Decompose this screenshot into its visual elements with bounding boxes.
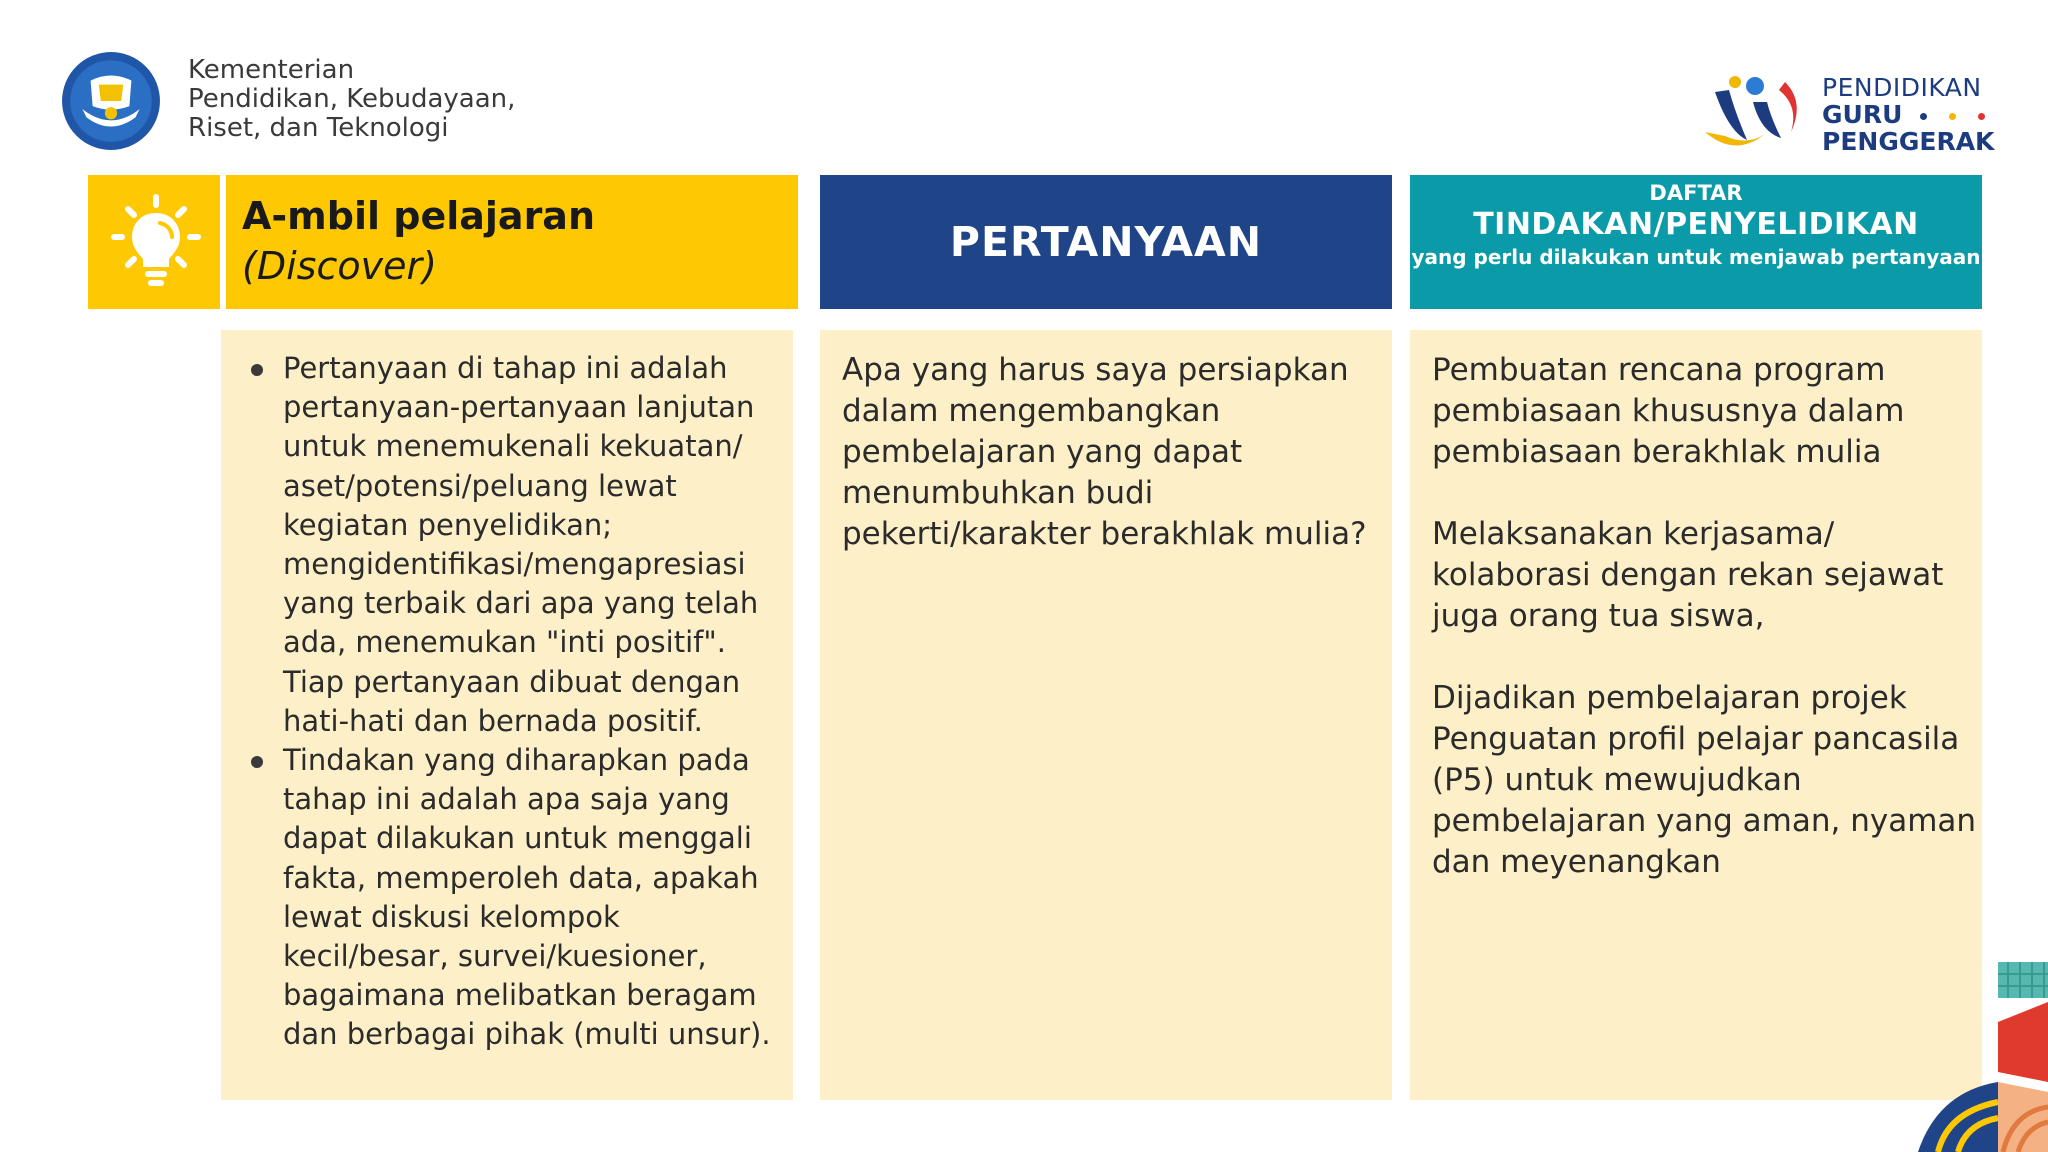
list-item: Pertanyaan di tahap ini adalah pertanyaan-pertanyaan lanjutan untuk menemukenali kekuatan/ aset/potensi/peluang lewat kegiatan penyelidikan; mengidentifikasi/mengapresiasi yang terbaik dari apa yang telah ada, menemukan "inti positif". Tiap pertanyaan dibuat dengan hati-hati dan bernada positif. xyxy=(249,349,789,741)
kemdikbud-logo-icon xyxy=(60,50,162,152)
tindakan-header xyxy=(1410,175,1982,309)
discover-title-sub: (Discover) xyxy=(242,244,437,288)
pertanyaan-panel xyxy=(820,330,1392,1100)
tindakan-title-main: TINDAKAN/PENYELIDIKAN xyxy=(1473,207,1919,242)
discover-icon-box xyxy=(88,175,220,309)
program-line-1: PENDIDIKAN xyxy=(1822,73,1982,102)
program-line-3: PENGGERAK xyxy=(1822,127,1995,156)
pertanyaan-header xyxy=(820,175,1392,309)
list-item: Pembuatan rencana program pembiasaan khususnya dalam pembiasaan berakhlak mulia xyxy=(1432,352,1905,470)
tindakan-title xyxy=(1410,181,1982,271)
program-line-2: GURU xyxy=(1822,101,2007,128)
guru-penggerak-wordmark xyxy=(1822,74,2007,155)
tindakan-title-top: DAFTAR xyxy=(1649,181,1743,205)
ministry-line: Kementerian xyxy=(188,55,355,85)
discover-panel xyxy=(221,330,793,1100)
list-item: Tindakan yang diharapkan pada tahap ini adalah apa saja yang dapat dilakukan untuk menggali fakta, memperoleh data, apakah lewat diskusi kelompok kecil/besar, survei/kuesioner, bagaimana melibatkan beragam dan berbagai pihak (multi unsur). xyxy=(249,741,789,1055)
list-item: Melaksanakan kerjasama/ kolaborasi dengan rekan sejawat juga orang tua siswa, xyxy=(1432,516,1944,634)
ministry-name xyxy=(188,56,515,143)
lightbulb-icon xyxy=(110,193,202,291)
pertanyaan-title: PERTANYAAN xyxy=(949,218,1263,266)
list-item: Dijadikan pembelajaran projek Penguatan profil pelajar pancasila (P5) untuk mewujudkan pembelajaran yang aman, nyaman dan meyenangkan xyxy=(1432,680,1977,880)
decorative-pattern-icon xyxy=(1798,962,2048,1152)
guru-penggerak-logo-icon xyxy=(1695,62,1823,158)
discover-header xyxy=(226,175,798,309)
action-list xyxy=(1432,350,1977,924)
tindakan-title-sub: yang perlu dilakukan untuk menjawab pertanyaan xyxy=(1411,245,1981,269)
ministry-line: Pendidikan, Kebudayaan, xyxy=(188,84,516,114)
discover-bullet-list xyxy=(249,349,789,1055)
ministry-line: Riset, dan Teknologi xyxy=(188,113,449,143)
program-dots xyxy=(1920,101,2007,128)
discover-title xyxy=(242,191,595,291)
discover-title-main: A-mbil pelajaran xyxy=(242,194,596,238)
question-text: Apa yang harus saya persiapkan dalam mengembangkan pembelajaran yang dapat menumbuhkan budi pekerti/karakter berakhlak mulia? xyxy=(842,352,1367,552)
